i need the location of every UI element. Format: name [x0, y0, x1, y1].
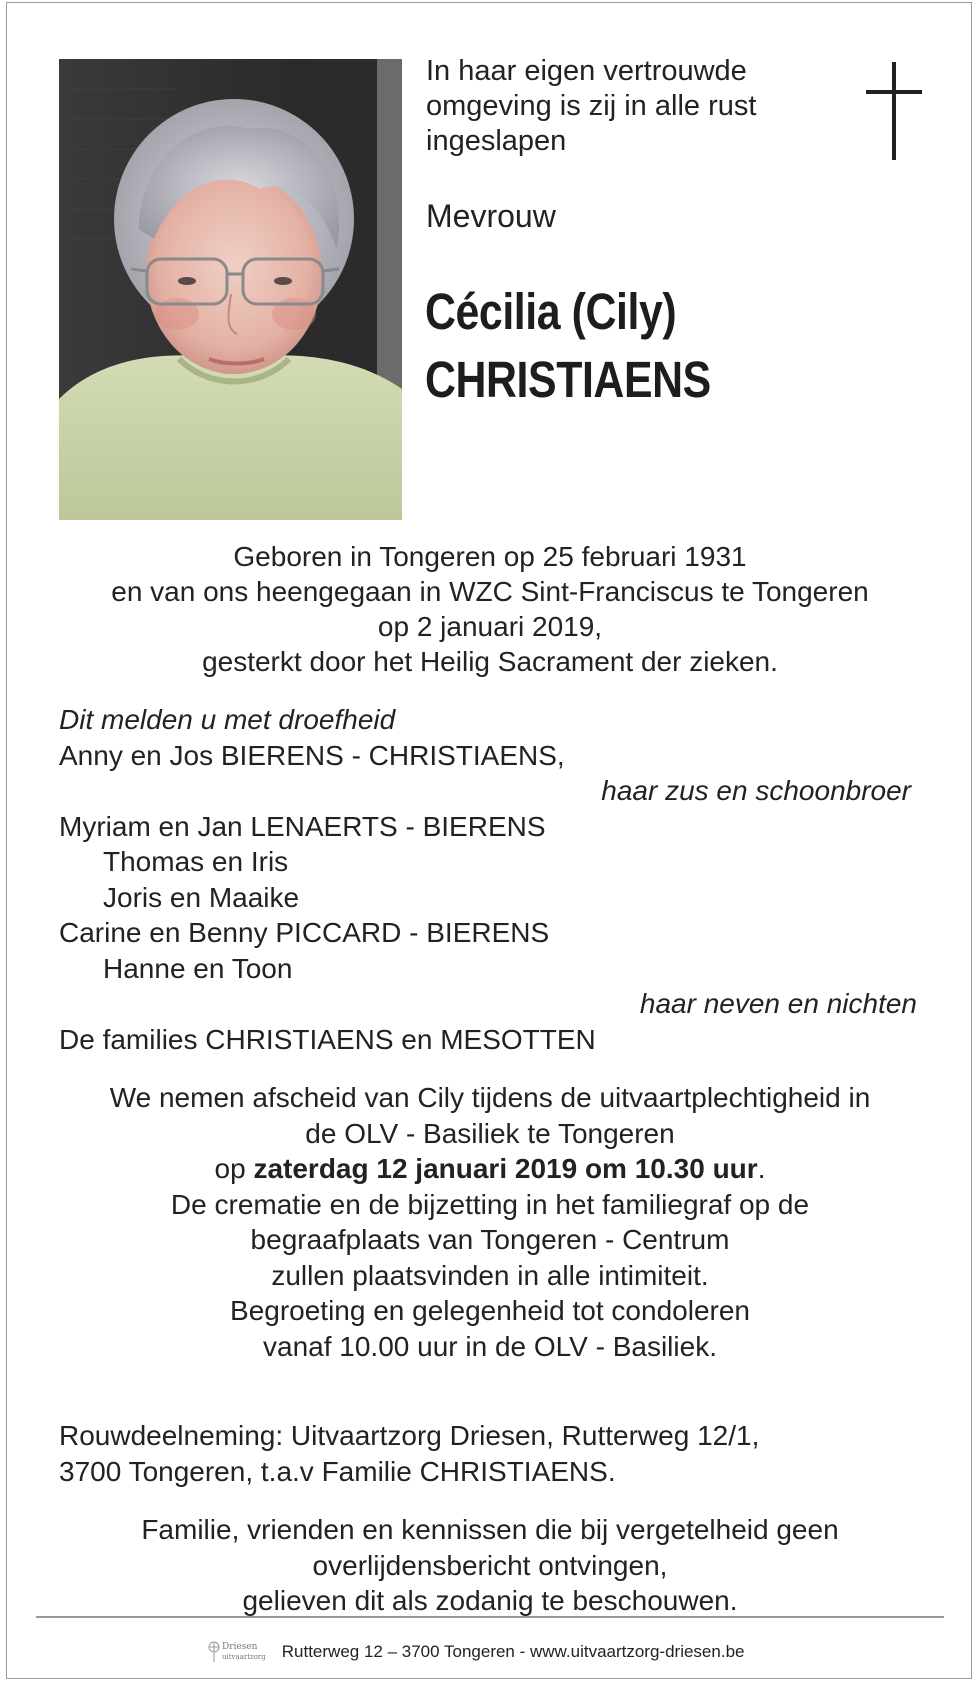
notice-line: overlijdensbericht ontvingen, [312, 1549, 668, 1581]
birth-line: Geboren in Tongeren op 25 februari 1931 [233, 541, 747, 572]
family-member: De families CHRISTIAENS en MESOTTEN [59, 1023, 596, 1055]
family-member: Joris en Maaike [103, 881, 300, 913]
intro-line: omgeving is zij in alle rust [426, 90, 757, 122]
relation-label: haar neven en nichten [639, 988, 917, 1019]
ceremony-details [30, 1080, 950, 1364]
death-line: en van ons heengegaan in WZC Sint-Franciscus te Tongeren [111, 576, 869, 607]
ceremony-line: vanaf 10.00 uur in de OLV - Basiliek. [263, 1330, 717, 1362]
notice-line: gelieven dit als zodanig te beschouwen. [242, 1585, 738, 1616]
logo-subtitle: uitvaartzorg [222, 1653, 266, 1661]
ceremony-line: de OLV - Basiliek te Tongeren [305, 1117, 675, 1149]
intro-line: In haar eigen vertrouwde [426, 55, 747, 87]
ceremony-line: zullen plaatsvinden in alle intimiteit. [271, 1259, 709, 1291]
condolence-line: Rouwdeelneming: Uitvaartzorg Driesen, Rutterweg 12/1, [59, 1420, 760, 1451]
footer-address: Rutterweg 12 – 3700 Tongeren - www.uitvaartzorg-driesen.be [281, 1642, 745, 1661]
driesen-logo-icon [206, 1640, 266, 1664]
life-details [40, 539, 940, 679]
ceremony-line: De crematie en de bijzetting in het familiegraf op de [170, 1188, 810, 1220]
deceased-name [425, 278, 711, 414]
intro-line: ingeslapen [426, 125, 567, 157]
cross-icon [864, 62, 924, 165]
date-prefix: op [214, 1153, 254, 1184]
first-name: Cécilia (Cily) [425, 283, 677, 340]
sacrament-line: gesterkt door het Heilig Sacrament der zieken. [202, 646, 778, 677]
last-name: CHRISTIAENS [425, 351, 711, 408]
family-member: Myriam en Jan LENAERTS - BIERENS [59, 810, 546, 842]
family-list [59, 702, 919, 1057]
honorific: Mevrouw [426, 198, 556, 234]
condolence-line: 3700 Tongeren, t.a.v Familie CHRISTIAENS. [59, 1455, 616, 1487]
portrait-photo [59, 59, 402, 520]
footer-divider [36, 1616, 944, 1618]
ceremony-date: zaterdag 12 januari 2019 om 10.30 uur [253, 1153, 758, 1184]
notice-text [40, 1512, 940, 1619]
family-member: Anny en Jos BIERENS - CHRISTIAENS, [59, 739, 565, 771]
relation-label: haar zus en schoonbroer [601, 775, 911, 806]
footer [206, 1632, 744, 1672]
ceremony-line: We nemen afscheid van Cily tijdens de uitvaartplechtigheid in [109, 1082, 871, 1113]
notice-line: Familie, vrienden en kennissen die bij vergetelheid geen [141, 1514, 839, 1545]
ceremony-line: Begroeting en gelegenheid tot condoleren [230, 1295, 750, 1326]
intro-text [426, 54, 806, 159]
family-member: Carine en Benny PICCARD - BIERENS [59, 917, 550, 948]
family-heading: Dit melden u met droefheid [59, 704, 396, 735]
date-suffix: . [757, 1153, 766, 1184]
ceremony-date-line [30, 1151, 950, 1187]
death-date-line: op 2 januari 2019, [377, 611, 603, 642]
family-member: Hanne en Toon [103, 952, 293, 984]
family-member: Thomas en Iris [103, 846, 289, 877]
logo-name: Driesen [222, 1642, 258, 1652]
condolence-address [59, 1418, 939, 1489]
ceremony-line: begraafplaats van Tongeren - Centrum [250, 1224, 730, 1255]
